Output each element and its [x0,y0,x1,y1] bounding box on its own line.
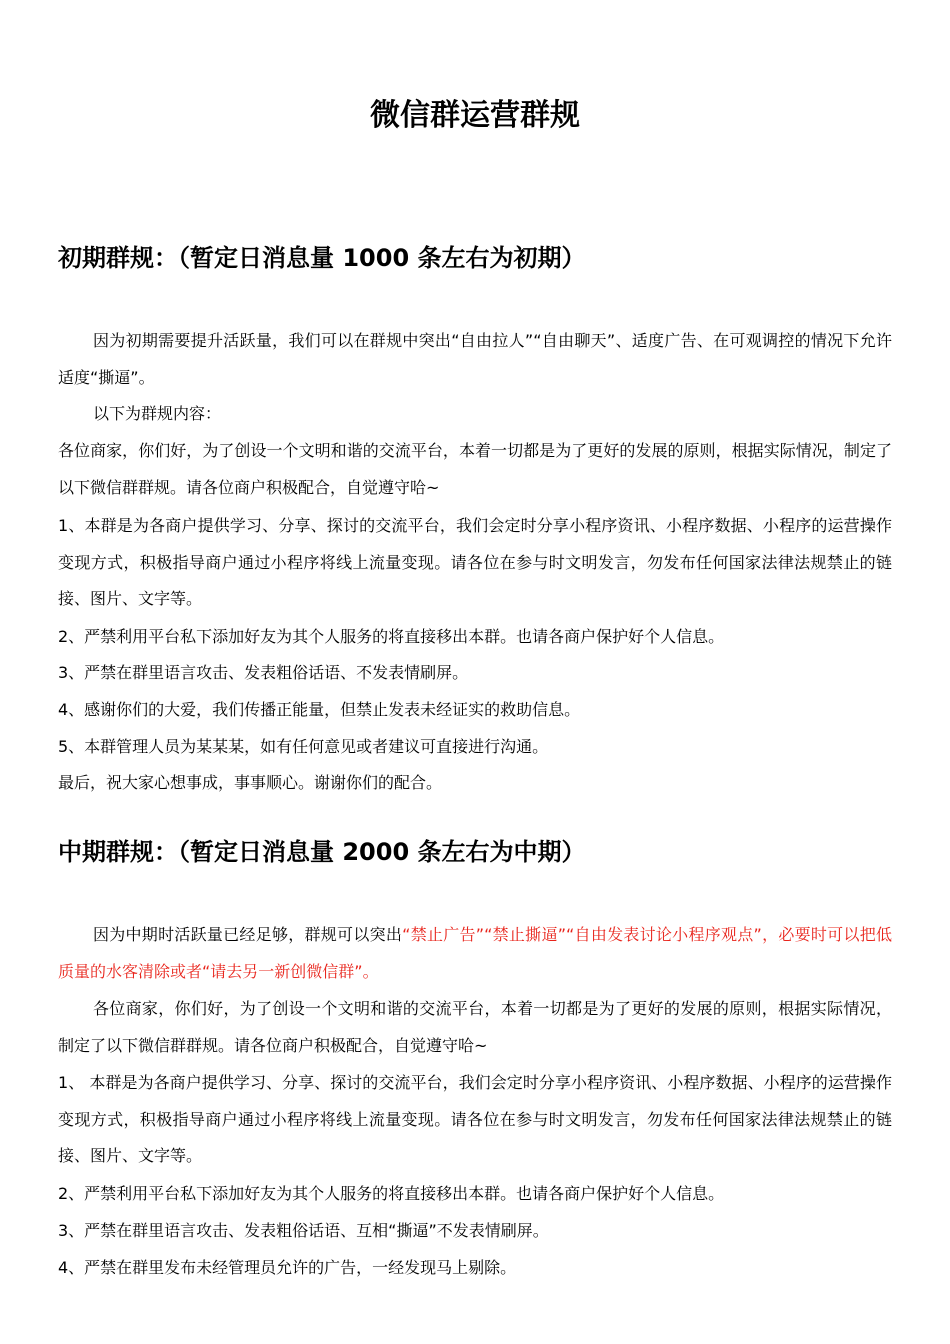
early-intro-paragraph: 因为初期需要提升活跃量，我们可以在群规中突出“自由拉人”“自由聊天”、适度广告、在可观调控的情况下允许适度“撕逼”。 [58,331,892,387]
early-rule-2: 2、严禁利用平台私下添加好友为其个人服务的将直接移出本群。也请各商户保护好个人信息。 [58,627,725,646]
middle-rule-4: 4、严禁在群里发布未经管理员允许的广告，一经发现马上剔除。 [58,1258,517,1277]
middle-stage-heading: 中期群规：（暂定日消息量 2000 条左右为中期） [58,838,586,866]
early-greeting-paragraph: 各位商家，你们好，为了创设一个文明和谐的交流平台，本着一切都是为了更好的发展的原则，根据实际情况，制定了以下微信群群规。请各位商户积极配合，自觉遵守哈~ [58,441,892,497]
early-lead-line: 以下为群规内容： [93,404,222,423]
middle-intro-highlight: “禁止广告”“禁止撕逼”“自由发表讨论小程序观点”，必要时可以把低质量的水客清除或者“请去另一新创微信群”。 [58,925,892,981]
document-title: 微信群运营群规 [370,98,580,133]
early-rule-4: 4、感谢你们的大爱，我们传播正能量，但禁止发表未经证实的救助信息。 [58,700,581,719]
early-stage-heading: 初期群规：（暂定日消息量 1000 条左右为初期） [58,244,586,272]
middle-rule-3: 3、严禁在群里语言攻击、发表粗俗话语、互相“撕逼”不发表情刷屏。 [58,1221,549,1240]
early-rule-5: 5、本群管理人员为某某某，如有任何意见或者建议可直接进行沟通。 [58,737,549,756]
middle-rule-1: 1、 本群是为各商户提供学习、分享、探讨的交流平台，我们会定时分享小程序资讯、小程序数据、小程序的运营操作变现方式，积极指导商户通过小程序将线上流量变现。请各位在参与时文明发言，勿发布任何国家法律法规禁止的链接、图片、文字等。 [58,1073,892,1165]
early-closing-line: 最后，祝大家心想事成，事事顺心。谢谢你们的配合。 [58,773,443,792]
middle-rule-2: 2、严禁利用平台私下添加好友为其个人服务的将直接移出本群。也请各商户保护好个人信息。 [58,1184,725,1203]
middle-greeting-paragraph: 各位商家，你们好，为了创设一个文明和谐的交流平台，本着一切都是为了更好的发展的原则，根据实际情况，制定了以下微信群群规。请各位商户积极配合，自觉遵守哈~ [58,999,892,1055]
early-rule-1: 1、本群是为各商户提供学习、分享、探讨的交流平台，我们会定时分享小程序资讯、小程序数据、小程序的运营操作变现方式，积极指导商户通过小程序将线上流量变现。请各位在参与时文明发言，勿发布任何国家法律法规禁止的链接、图片、文字等。 [58,516,892,608]
early-rule-3: 3、严禁在群里语言攻击、发表粗俗话语、不发表情刷屏。 [58,663,469,682]
middle-intro-paragraph [58,917,892,990]
middle-intro-text: 因为中期时活跃量已经足够，群规可以突出 [93,925,403,944]
